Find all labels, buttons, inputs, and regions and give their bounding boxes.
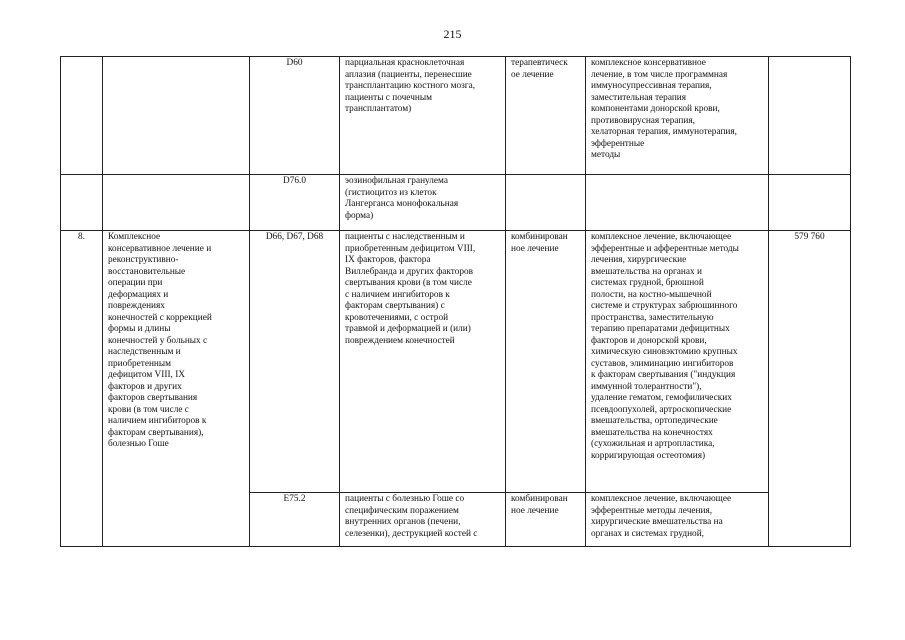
- page-number: 215: [443, 27, 462, 41]
- cell-icd-code: E75.2: [250, 493, 340, 547]
- cell-treatment-method: комплексное консервативное лечение, в том числе программная иммуносупрессивная терапия, заместительная терапия компонентами донорской крови, противовирусная терапия, хелаторная терапия, иммунотерапия, эфферентные методы: [586, 57, 769, 175]
- cell-treatment-method: комплексное лечение, включающее эфферентные и афферентные методы лечения, хирургические вмешательства на органах и системах грудной, брюшной полости, на костно-мышечной системе и структурах забрюшинного пространства, заместительную терапию препаратами дефицитных факторов и донорской крови, химическую синовэктомию крупных суставов, элиминацию ингибиторов к факторам свертывания ("индукция иммунной толерантности"), удаление гематом, гемофилических псевдоопухолей, артроскопические вмешательства, ортопедические вмешательства на конечностях (сухожильная и артропластика, корригирующая остеотомия): [586, 231, 769, 493]
- cell-patient-model: эозинофильная гранулема (гистиоцитоз из клеток Лангерганса монофокальная форма): [340, 175, 506, 231]
- table-row-d60: [61, 57, 851, 175]
- medical-care-table: [60, 56, 851, 547]
- cell-treatment-type: [506, 175, 586, 231]
- cell-index: [61, 175, 103, 231]
- cell-price: 579 760: [769, 231, 851, 547]
- cell-index: [61, 57, 103, 175]
- table-row-d76: [61, 175, 851, 231]
- cell-price: [769, 57, 851, 175]
- cell-treatment-method: комплексное лечение, включающее эфферентные методы лечения, хирургические вмешательства на органах и системах грудной,: [586, 493, 769, 547]
- cell-treatment-type: терапевтическ ое лечение: [506, 57, 586, 175]
- cell-icd-code: D76.0: [250, 175, 340, 231]
- cell-patient-model: парциальная красноклеточная аплазия (пациенты, перенесшие трансплантацию костного мозга, пациенты с почечным трансплантатом): [340, 57, 506, 175]
- cell-treatment-type: комбинирован ное лечение: [506, 493, 586, 547]
- cell-price: [769, 175, 851, 231]
- cell-icd-code: D60: [250, 57, 340, 175]
- cell-treatment-method: [586, 175, 769, 231]
- cell-treatment-type: комбинирован ное лечение: [506, 231, 586, 493]
- cell-name: [103, 57, 250, 175]
- cell-patient-model: пациенты с болезнью Гоше со специфическим поражением внутренних органов (печени, селезенки), деструкцией костей с: [340, 493, 506, 547]
- cell-icd-code: D66, D67, D68: [250, 231, 340, 493]
- cell-index: 8.: [61, 231, 103, 547]
- cell-patient-model: пациенты с наследственным и приобретенным дефицитом VIII, IX факторов, фактора Виллебранда и других факторов свертывания крови (в том числе с наличием ингибиторов к факторам свертывания) с кровотечениями, с острой травмой и деформацией и (или) повреждением конечностей: [340, 231, 506, 493]
- table-row-item-8: [61, 231, 851, 493]
- cell-name: [103, 175, 250, 231]
- cell-name: Комплексное консервативное лечение и реконструктивно- восстановительные операции при деформациях и повреждениях конечностей с коррекцией формы и длины конечностей у больных с наследственным и приобретенным дефицитом VIII, IX факторов и других факторов свертывания крови (в том числе с наличием ингибиторов к факторам свертывания), болезнью Гоше: [103, 231, 250, 547]
